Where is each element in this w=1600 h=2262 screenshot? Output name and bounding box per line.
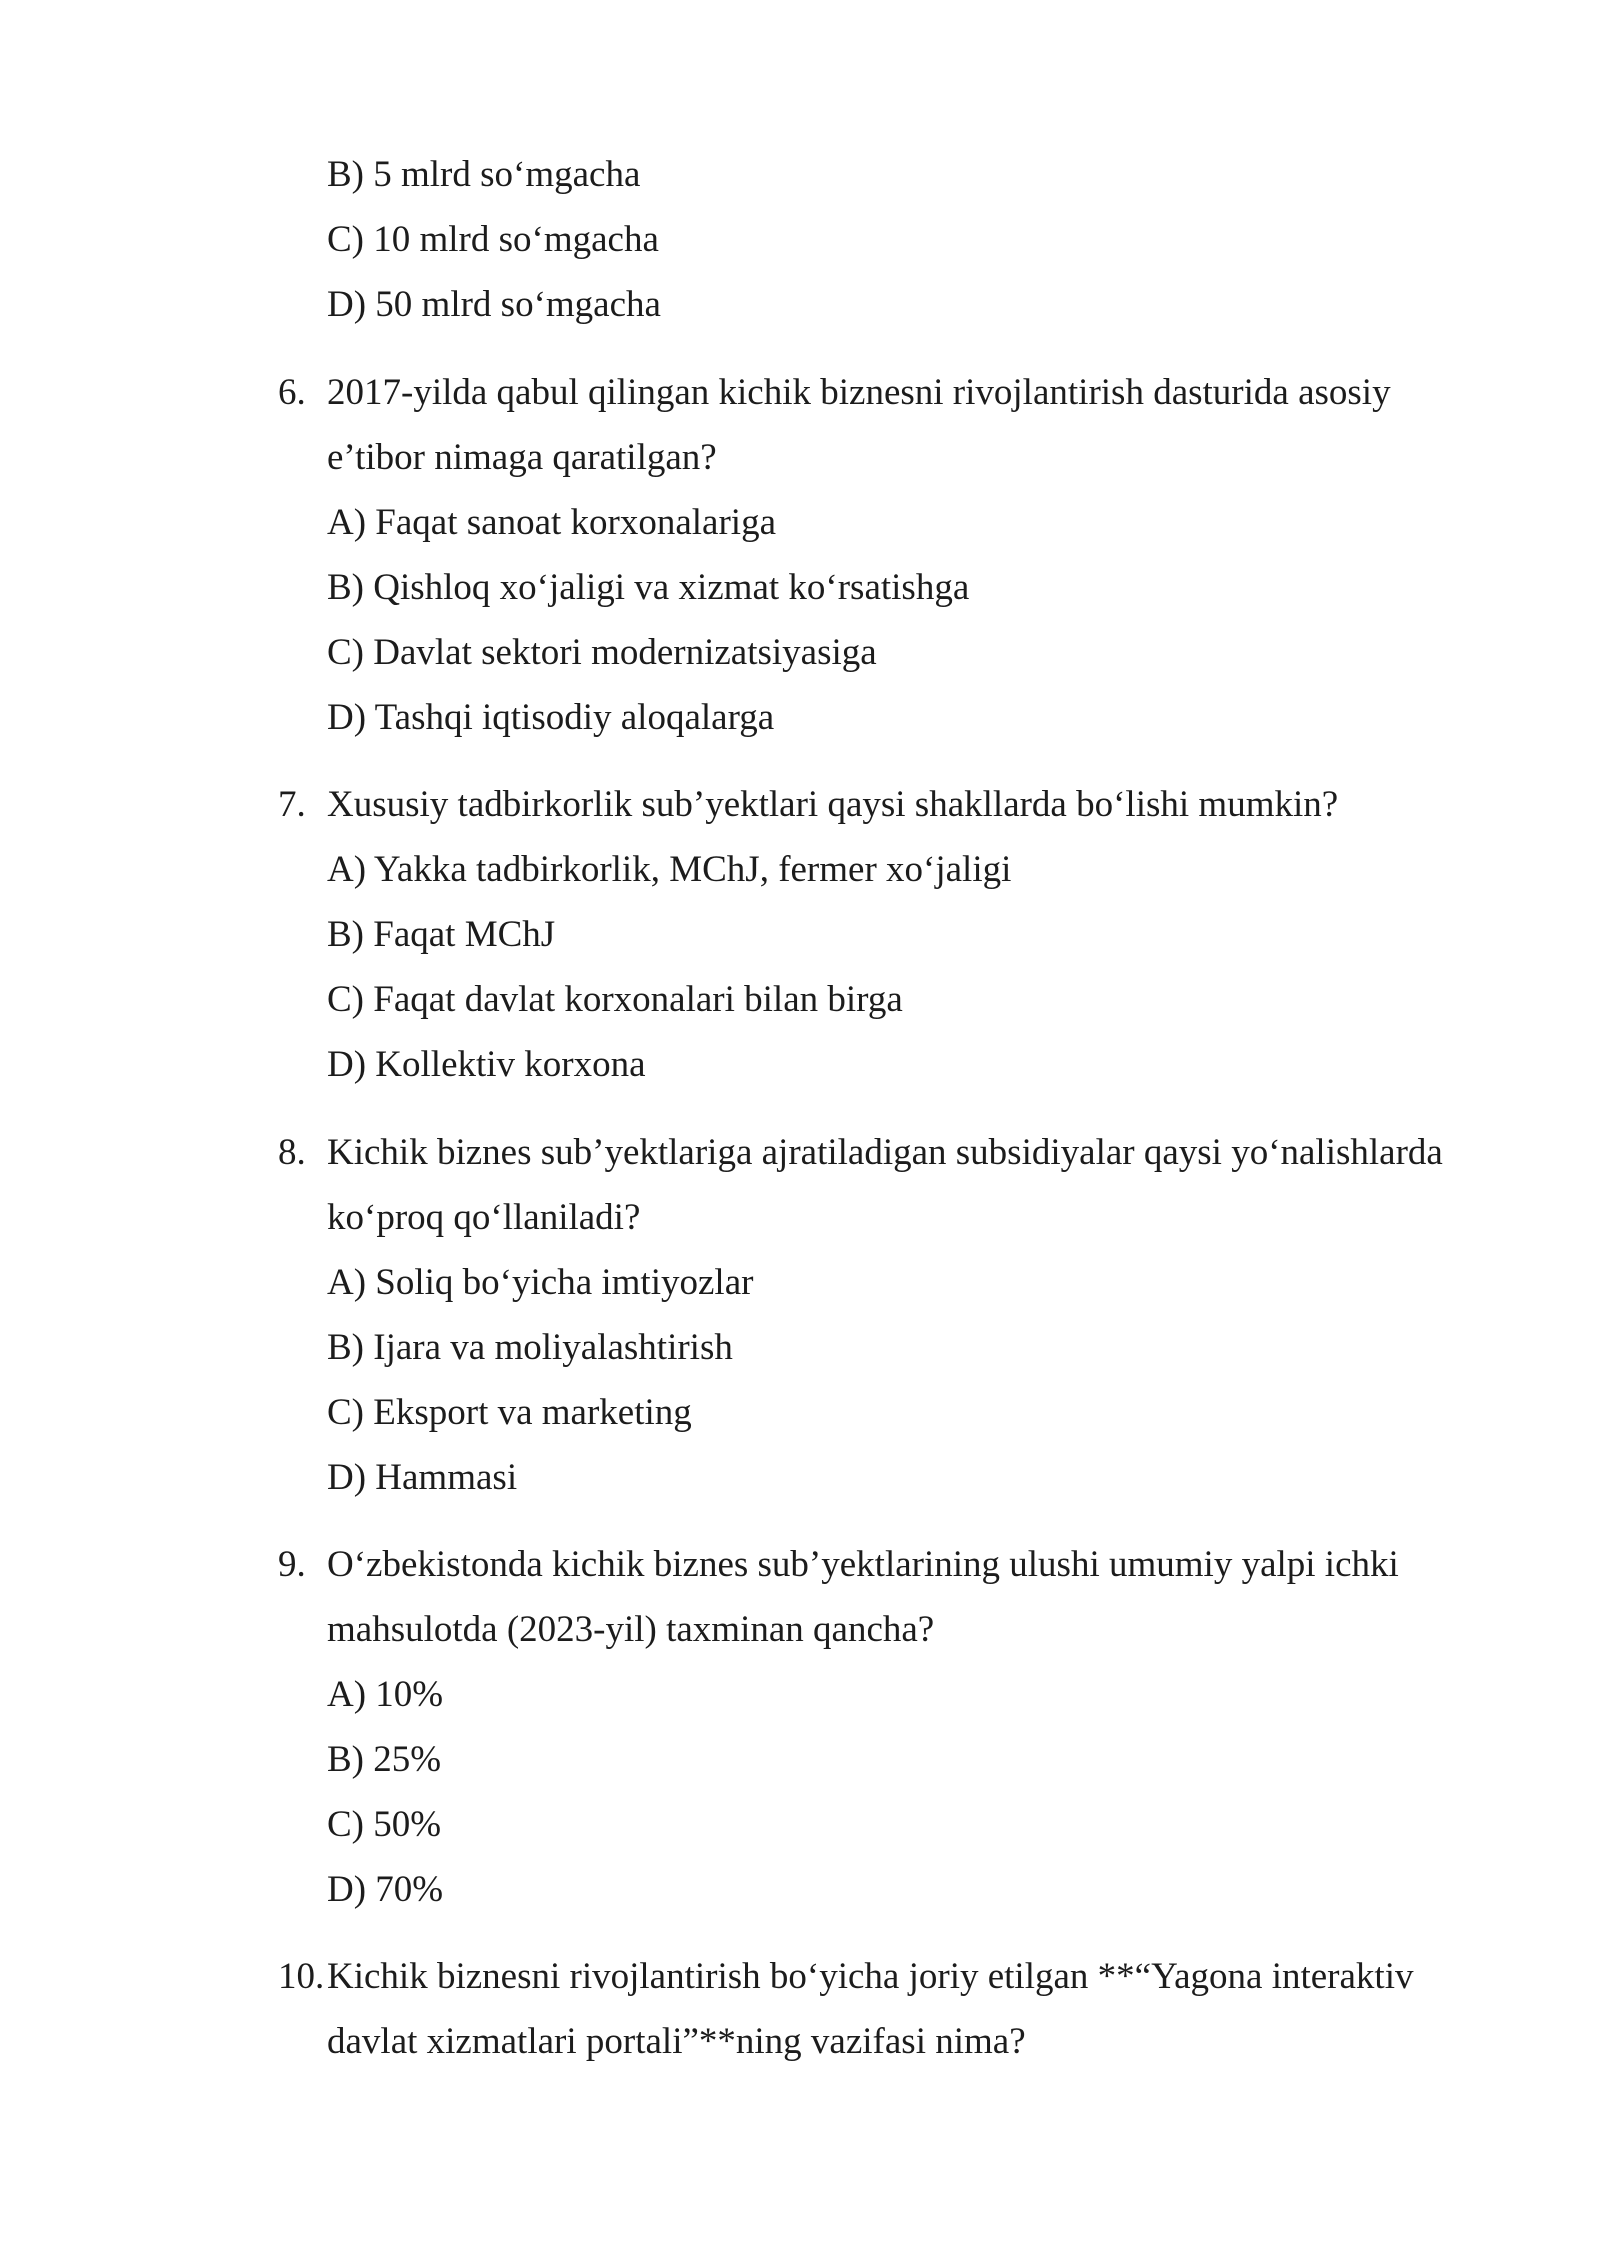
question-text: Kichik biznes sub’yektlariga ajratiladigan subsidiyalar qaysi yo‘nalishlarda (327, 1132, 1443, 1173)
question-number: 10. (278, 1956, 325, 1997)
option-line: C) 50% (327, 1804, 442, 1845)
option-line: D) 50 mlrd so‘mgacha (327, 284, 661, 325)
question-text: O‘zbekistonda kichik biznes sub’yektlarining ulushi umumiy yalpi ichki (327, 1544, 1399, 1585)
question-text: Kichik biznesni rivojlantirish bo‘yicha joriy etilgan **“Yagona interaktiv (327, 1956, 1414, 1997)
option-line: B) Faqat MChJ (327, 914, 556, 955)
option-line: B) 5 mlrd so‘mgacha (327, 154, 641, 195)
question-text: Xususiy tadbirkorlik sub’yektlari qaysi shakllarda bo‘lishi mumkin? (327, 784, 1339, 825)
question-text: mahsulotda (2023-yil) taxminan qancha? (327, 1609, 935, 1650)
question-number: 9. (278, 1544, 306, 1585)
option-line: D) 70% (327, 1869, 444, 1910)
option-line: C) 10 mlrd so‘mgacha (327, 219, 659, 260)
option-line: D) Kollektiv korxona (327, 1044, 646, 1085)
option-line: A) 10% (327, 1674, 444, 1715)
option-line: C) Eksport va marketing (327, 1392, 692, 1433)
option-line: A) Faqat sanoat korxonalariga (327, 502, 776, 543)
question-number: 8. (278, 1132, 306, 1173)
option-line: B) Ijara va moliyalashtirish (327, 1327, 733, 1368)
question-text: ko‘proq qo‘llaniladi? (327, 1197, 641, 1238)
option-line: A) Yakka tadbirkorlik, MChJ, fermer xo‘jaligi (327, 849, 1012, 890)
option-line: B) 25% (327, 1739, 442, 1780)
question-text: e’tibor nimaga qaratilgan? (327, 437, 717, 478)
option-line: C) Faqat davlat korxonalari bilan birga (327, 979, 903, 1020)
option-line: D) Tashqi iqtisodiy aloqalarga (327, 697, 775, 738)
question-text: 2017-yilda qabul qilingan kichik biznesni rivojlantirish dasturida asosiy (327, 372, 1391, 413)
option-line: A) Soliq bo‘yicha imtiyozlar (327, 1262, 754, 1303)
question-number: 7. (278, 784, 306, 825)
option-line: B) Qishloq xo‘jaligi va xizmat ko‘rsatishga (327, 567, 970, 608)
question-number: 6. (278, 372, 306, 413)
question-text: davlat xizmatlari portali”**ning vazifasi nima? (327, 2021, 1026, 2062)
option-line: D) Hammasi (327, 1457, 518, 1498)
option-line: C) Davlat sektori modernizatsiyasiga (327, 632, 877, 673)
